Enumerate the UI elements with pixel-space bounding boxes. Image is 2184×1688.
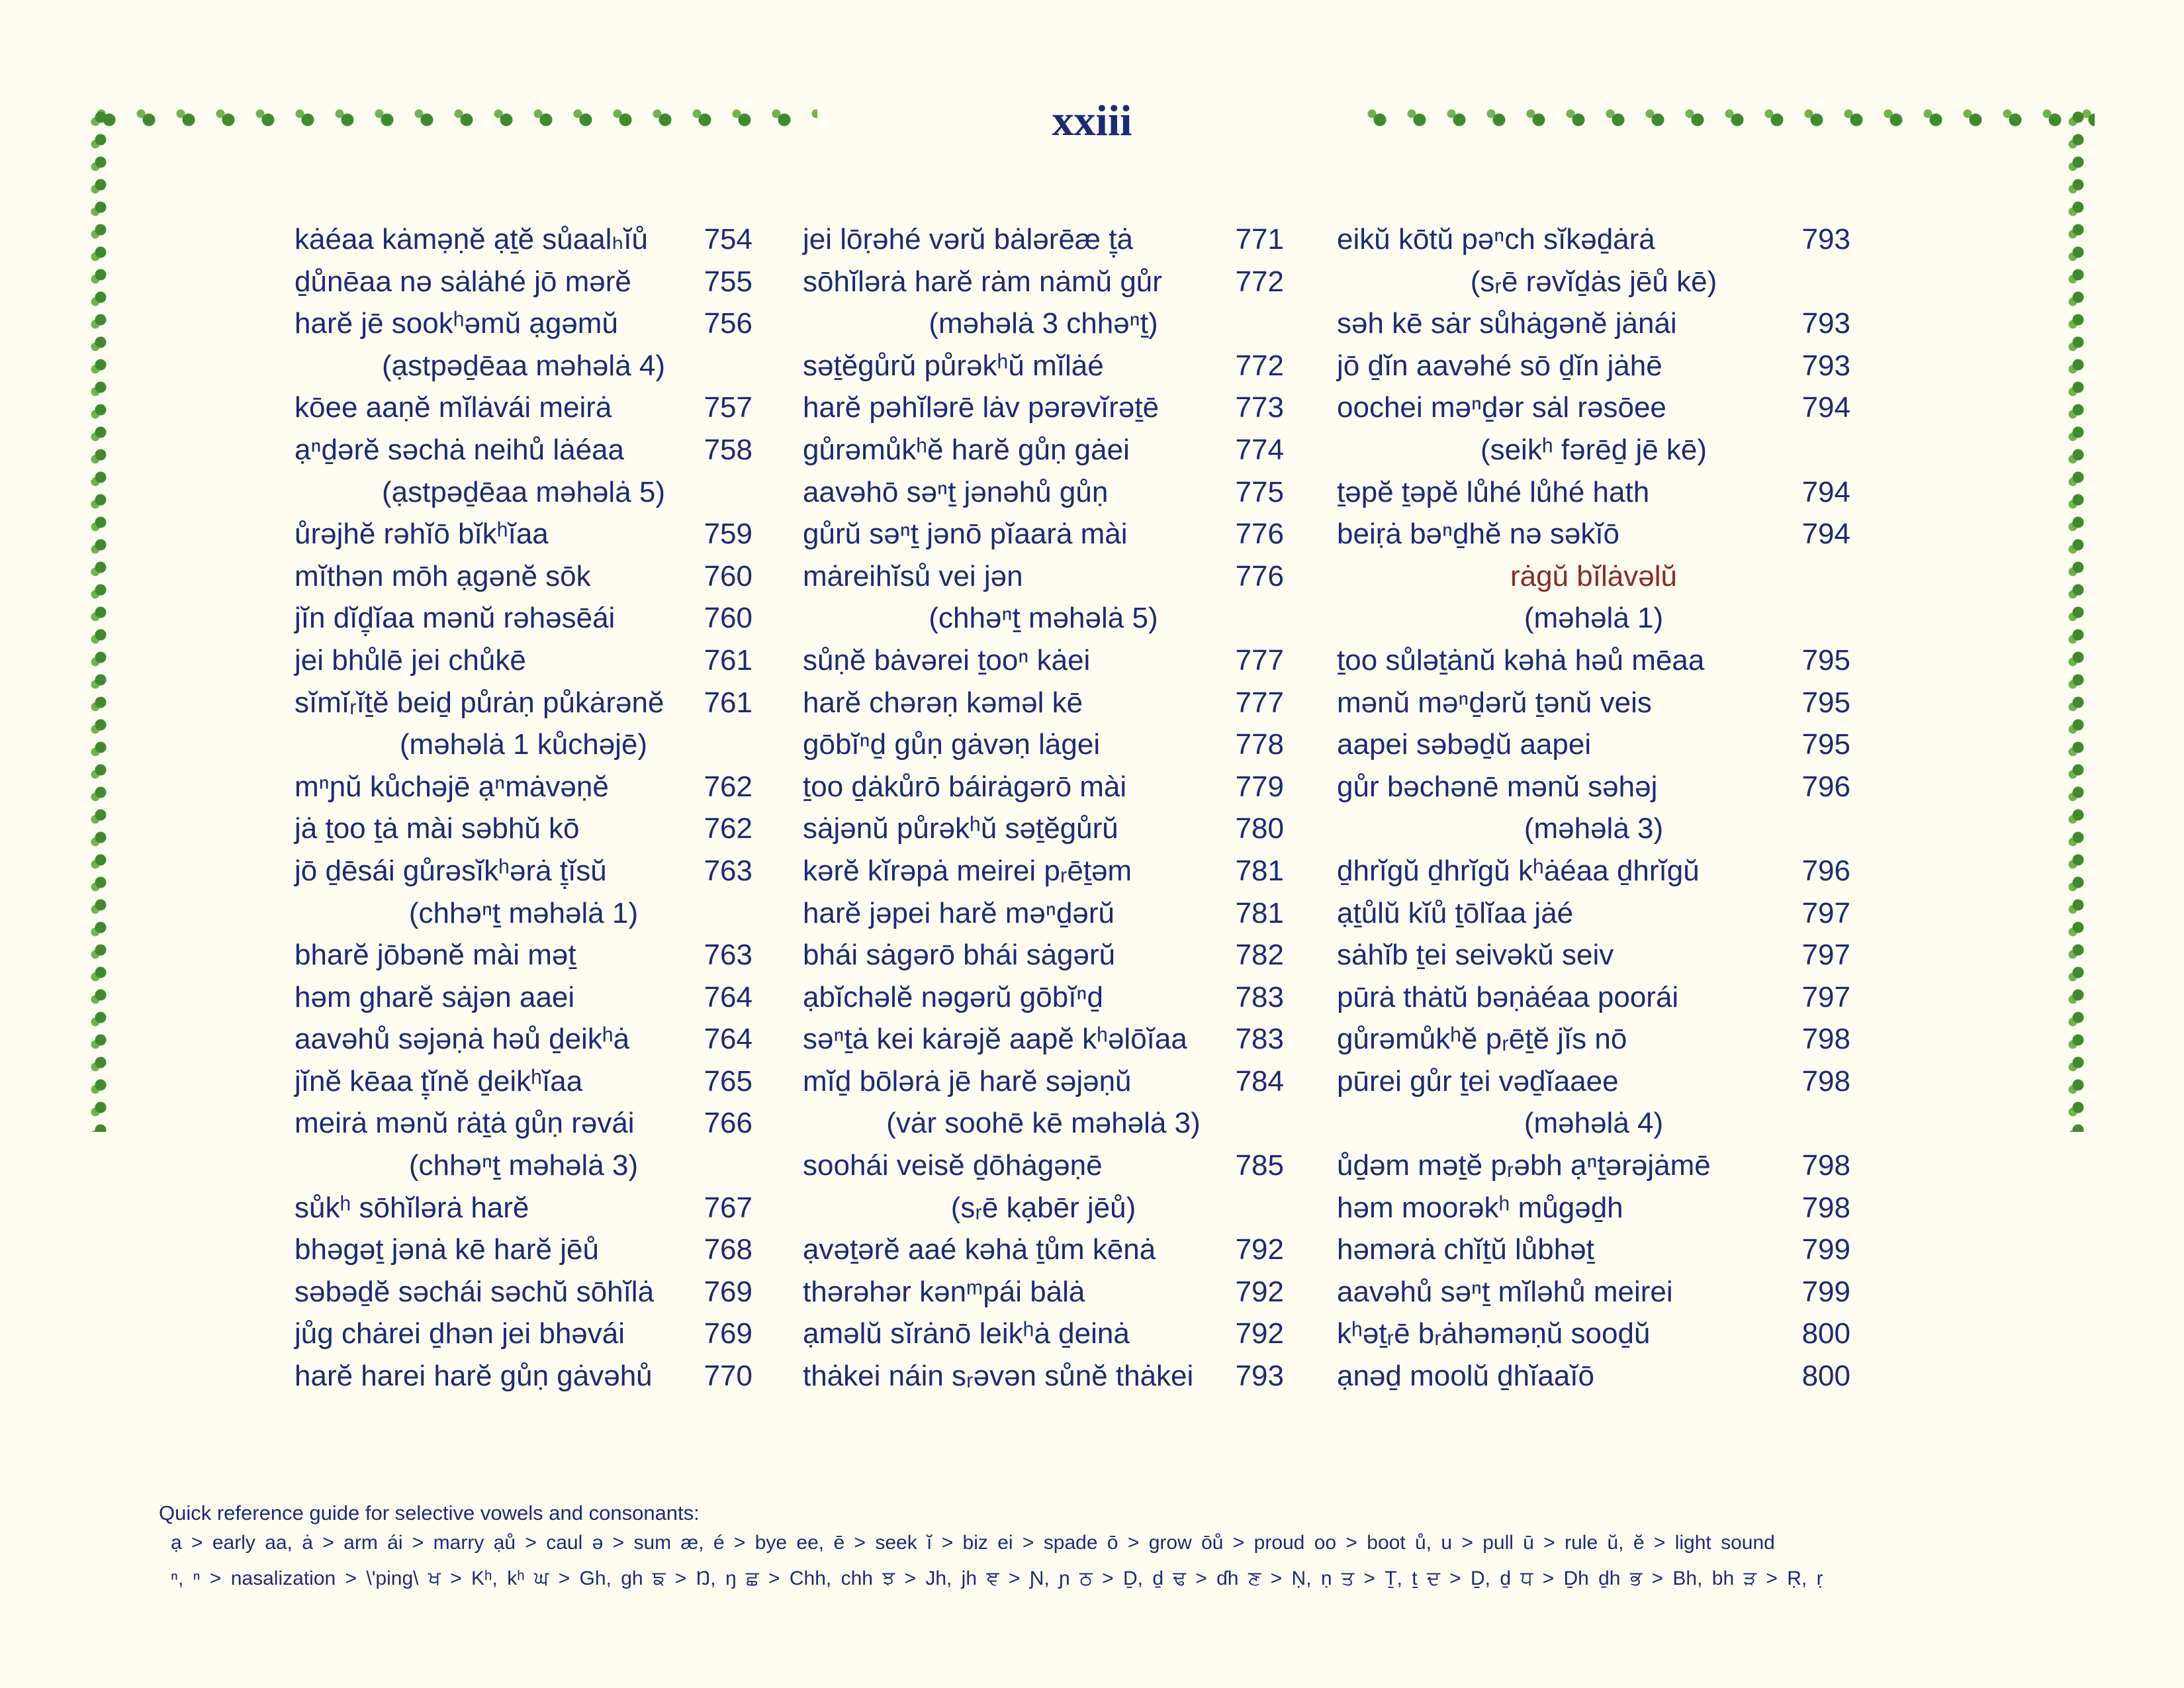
index-row xyxy=(803,682,1284,724)
entry-title: həm moorəkʰ můgəḏh xyxy=(1337,1191,1623,1224)
entry-page-number: 762 xyxy=(704,770,752,803)
section-heading-row xyxy=(295,892,752,935)
entry-title: bhái sȧgərō bhái sȧgərŭ xyxy=(803,939,1116,972)
index-row xyxy=(295,1060,752,1103)
entry-title: bhəgəṯ jənȧ kē harĕ jēů xyxy=(295,1233,599,1266)
entry-title: harĕ chərəṇ kəməl kē xyxy=(803,686,1083,719)
section-heading-row xyxy=(295,1145,752,1187)
index-row xyxy=(1337,1018,1850,1060)
index-row xyxy=(803,639,1284,682)
entry-title: eikŭ kōtŭ pəⁿch sĭkəḏȧrȧ xyxy=(1337,223,1655,256)
entry-title: aavəhō səⁿṯ jənəhů gůṇ xyxy=(803,475,1109,508)
index-row xyxy=(1337,892,1850,935)
index-row xyxy=(295,387,752,429)
index-row xyxy=(803,724,1284,766)
entry-page-number: 757 xyxy=(704,391,752,424)
entry-page-number: 755 xyxy=(704,265,752,298)
entry-page-number: 763 xyxy=(704,854,752,887)
index-row xyxy=(295,303,752,345)
entry-title: sȧhĭb ṯei seivəkŭ seiv xyxy=(1337,939,1614,972)
entry-title: kȧéaa kȧmə̣ṇĕ ạṯĕ sůaalₕĭů xyxy=(295,223,648,256)
entry-title: jȧ ṯoo ṯȧ mài səbhŭ kō xyxy=(295,812,580,845)
entry-title: bharĕ jōbənĕ mài məṯ xyxy=(295,939,576,972)
section-heading-row xyxy=(295,724,752,766)
index-row xyxy=(803,766,1284,808)
entry-page-number: 766 xyxy=(704,1107,752,1140)
section-heading-row xyxy=(1337,1102,1850,1145)
index-row xyxy=(803,555,1284,598)
entry-page-number: 793 xyxy=(1801,307,1850,340)
entry-title: thərəhər kənᵐpái bȧlȧ xyxy=(803,1275,1085,1308)
entry-title: harĕ harei harĕ gůṇ gȧvəhů xyxy=(295,1360,653,1393)
entry-title: harĕ pəhĭlərē lȧv pərəvĭrəṯē xyxy=(803,391,1160,424)
section-heading-row xyxy=(1337,555,1850,598)
guide-title: Quick reference guide for selective vowels and consonants: xyxy=(159,1501,700,1524)
section-heading: (chhəⁿṯ məhəlȧ 1) xyxy=(408,896,639,929)
entry-title: aavəhů səⁿṯ mĭləhů meirei xyxy=(1337,1275,1673,1308)
section-heading-row xyxy=(1337,429,1850,471)
entry-page-number: 762 xyxy=(704,812,752,845)
left-vine-border xyxy=(87,106,114,1132)
entry-title: ḏůnēaa nə sȧlȧhé jō mərĕ xyxy=(295,265,631,298)
entry-title: gůr bəchənē mənŭ səhəj xyxy=(1337,770,1658,803)
entry-page-number: 780 xyxy=(1235,812,1284,845)
entry-page-number: 778 xyxy=(1235,728,1284,761)
entry-page-number: 768 xyxy=(704,1233,752,1266)
entry-page-number: 795 xyxy=(1801,728,1850,761)
entry-page-number: 776 xyxy=(1235,518,1284,551)
entry-page-number: 795 xyxy=(1801,686,1850,719)
entry-title: mĭthən mōh ạgənĕ sōk xyxy=(295,559,591,592)
entry-page-number: 765 xyxy=(704,1064,752,1098)
entry-title: mənŭ məⁿḏərŭ ṯənŭ veis xyxy=(1337,686,1652,719)
section-heading: (ạstpəḏēaa məhəlȧ 5) xyxy=(381,475,666,508)
entry-page-number: 776 xyxy=(1235,559,1284,592)
section-heading: (məhəlȧ 3) xyxy=(1524,812,1664,845)
entry-title: kərĕ kĭrəpȧ meirei pᵣēṯəm xyxy=(803,854,1132,887)
section-heading-row xyxy=(803,597,1284,639)
index-row xyxy=(803,892,1284,935)
index-row xyxy=(1337,850,1850,892)
entry-page-number: 769 xyxy=(704,1317,752,1350)
entry-page-number: 769 xyxy=(704,1275,752,1308)
index-row xyxy=(803,387,1284,429)
index-row xyxy=(1337,934,1850,976)
entry-page-number: 793 xyxy=(1801,349,1850,382)
entry-page-number: 754 xyxy=(704,223,752,256)
page-number: xxiii xyxy=(1052,97,1132,145)
index-row xyxy=(295,1102,752,1145)
entry-title: gōbĭⁿḏ gůṇ gȧvəṇ lȧgei xyxy=(803,728,1101,761)
index-row xyxy=(295,218,752,261)
index-row xyxy=(803,345,1284,387)
entry-title: ạnəḏ moolŭ ḏhĭaaĭō xyxy=(1337,1360,1594,1393)
entry-page-number: 800 xyxy=(1801,1317,1850,1350)
entry-page-number: 779 xyxy=(1235,770,1284,803)
entry-page-number: 760 xyxy=(704,602,752,635)
entry-page-number: 794 xyxy=(1801,391,1850,424)
entry-title: jĭnĕ kēaa ṯ̣ĭnĕ ḏeikʰĭaa xyxy=(295,1064,583,1098)
section-heading: (vȧr soohē kē məhəlȧ 3) xyxy=(886,1107,1201,1140)
entry-page-number: 783 xyxy=(1235,1023,1284,1056)
entry-page-number: 784 xyxy=(1235,1064,1284,1098)
entry-page-number: 796 xyxy=(1801,854,1850,887)
entry-page-number: 797 xyxy=(1801,896,1850,929)
entry-title: ṯəpĕ ṯəpĕ lůhé lůhé hath xyxy=(1337,475,1650,508)
section-heading-row xyxy=(1337,261,1850,303)
entry-page-number: 782 xyxy=(1235,939,1284,972)
entry-title: aapei səbəḏŭ aapei xyxy=(1337,728,1592,761)
index-row xyxy=(295,808,752,850)
entry-title: ṯoo sůləṯȧnŭ kəhȧ həů mēaa xyxy=(1337,643,1705,677)
entry-page-number: 758 xyxy=(704,433,752,466)
entry-page-number: 773 xyxy=(1235,391,1284,424)
index-row xyxy=(1337,513,1850,555)
entry-page-number: 796 xyxy=(1801,770,1850,803)
entry-title: beiṛȧ bəⁿḏhĕ nə səkĭō xyxy=(1337,518,1620,551)
guide-consonants-line: ⁿ, ⁿ > nasalization > \'ping\ ਖ > Kʰ, kʰ ਘ > Gh, gh ਙ > Ŋ, ŋ ਛ > Chh, chh ਝ > Jh, jh ਞ > Ɲ, ɲ ਠ > Ḏ, ḏ ਢ > ɗh ਣ > Ṇ, ṇ ਤ > Ṯ, ṯ ਦ > Ḏ, ḏ ਧ > Ḏh ḏh ਭ > Bh, bh ੜ > Ṛ, ṛ xyxy=(171,1568,1823,1589)
entry-page-number: 764 xyxy=(704,1023,752,1056)
index-row xyxy=(803,1271,1284,1313)
index-row xyxy=(295,1355,752,1397)
entry-page-number: 798 xyxy=(1801,1064,1850,1098)
section-heading-row xyxy=(803,1187,1284,1229)
index-row xyxy=(295,1229,752,1271)
entry-page-number: 792 xyxy=(1235,1317,1284,1350)
entry-page-number: 792 xyxy=(1235,1233,1284,1266)
entry-title: gůrəmůkʰĕ pᵣēṯĕ jĭs nō xyxy=(1337,1023,1627,1056)
entry-page-number: 797 xyxy=(1801,980,1850,1013)
entry-title: ạbĭchəlĕ nəgərŭ gōbĭⁿḏ xyxy=(803,980,1103,1013)
index-row xyxy=(295,429,752,471)
section-heading-row xyxy=(1337,808,1850,850)
entry-title: jō ḏēsái gůrəsĭkʰərȧ ṯ̣ĭsŭ xyxy=(295,854,607,887)
entry-page-number: 777 xyxy=(1235,686,1284,719)
index-row xyxy=(803,513,1284,555)
index-row xyxy=(1337,345,1850,387)
entry-title: sōhĭlərȧ harĕ rȧm nȧmŭ gůr xyxy=(803,265,1162,298)
index-row xyxy=(295,1018,752,1060)
entry-page-number: 785 xyxy=(1235,1149,1284,1182)
index-row xyxy=(295,1313,752,1355)
index-row xyxy=(803,1145,1284,1187)
entry-page-number: 760 xyxy=(704,559,752,592)
index-row xyxy=(295,934,752,976)
entry-title: mȧreihĭsů vei jən xyxy=(803,559,1023,592)
entry-title: meirȧ mənŭ rȧṯȧ gůṇ rəvái xyxy=(295,1107,635,1140)
entry-title: səh kē sȧr sůhȧgənĕ jȧnái xyxy=(1337,307,1677,340)
index-row xyxy=(1337,1271,1850,1313)
index-row xyxy=(1337,387,1850,429)
entry-title: ạməlŭ sĭrȧnō leikʰȧ ḏeinȧ xyxy=(803,1317,1130,1350)
entry-title: jĭn dĭḏ̣ĭaa mənŭ rəhəsēái xyxy=(295,602,615,635)
index-row xyxy=(1337,218,1850,261)
entry-page-number: 783 xyxy=(1235,980,1284,1013)
index-row xyxy=(803,934,1284,976)
index-row xyxy=(1337,976,1850,1019)
entry-title: jei lōṛəhé vərŭ bȧlərēæ ṯ̣ȧ xyxy=(803,223,1133,256)
entry-title: sĭmĭᵣĭṯĕ beiḏ půrȧṇ půkȧrənĕ xyxy=(295,686,664,719)
entry-title: mĭḏ bōlərȧ jē harĕ səjəṇŭ xyxy=(803,1064,1132,1098)
index-row xyxy=(295,555,752,598)
index-row xyxy=(1337,303,1850,345)
entry-page-number: 771 xyxy=(1235,223,1284,256)
entry-page-number: 799 xyxy=(1801,1275,1850,1308)
section-heading-row xyxy=(803,1102,1284,1145)
entry-title: jůg chȧrei ḏhən jei bhəvái xyxy=(295,1317,625,1350)
index-row xyxy=(295,1271,752,1313)
index-row xyxy=(295,682,752,724)
entry-page-number: 772 xyxy=(1235,349,1284,382)
entry-title: aavəhů səjəṇȧ həů ḏeikʰȧ xyxy=(295,1023,630,1056)
index-row xyxy=(803,218,1284,261)
index-row xyxy=(803,1018,1284,1060)
index-column-3 xyxy=(1337,218,1850,1397)
section-heading-row xyxy=(295,471,752,514)
section-heading: (ạstpəḏēaa məhəlȧ 4) xyxy=(381,349,666,382)
section-heading: (məhəlȧ 1) xyxy=(1524,602,1664,635)
index-column-2 xyxy=(803,218,1284,1397)
entry-title: thȧkei náin sᵣəvən sůnĕ thȧkei xyxy=(803,1360,1194,1393)
index-row xyxy=(1337,766,1850,808)
entry-title: səⁿṯȧ kei kȧrəjĕ aapĕ kʰəlōĭaa xyxy=(803,1023,1187,1056)
index-row xyxy=(803,429,1284,471)
entry-page-number: 795 xyxy=(1801,643,1850,677)
index-row xyxy=(803,1313,1284,1355)
entry-page-number: 793 xyxy=(1801,223,1850,256)
index-row xyxy=(1337,1145,1850,1187)
entry-title: jō ḏĭn aavəhé sō ḏĭn jȧhē xyxy=(1337,349,1662,382)
entry-title: kōee aaṇĕ mĭlȧvái meirȧ xyxy=(295,391,612,424)
index-column-1 xyxy=(295,218,752,1397)
entry-page-number: 764 xyxy=(704,980,752,1013)
entry-title: sůkʰ sōhĭlərȧ harĕ xyxy=(295,1191,529,1224)
entry-page-number: 798 xyxy=(1801,1191,1850,1224)
entry-title: ůrəjhĕ rəhĭō bĭkʰĭaa xyxy=(295,518,549,551)
section-heading: (məhəlȧ 3 chhəⁿṯ) xyxy=(929,307,1158,340)
entry-page-number: 800 xyxy=(1801,1360,1850,1393)
index-row xyxy=(1337,639,1850,682)
entry-page-number: 792 xyxy=(1235,1275,1284,1308)
index-row xyxy=(803,261,1284,303)
entry-title: kʰəṯᵣē bᵣȧhəməṇŭ sooḏŭ xyxy=(1337,1317,1651,1350)
index-row xyxy=(295,1187,752,1229)
entry-page-number: 772 xyxy=(1235,265,1284,298)
entry-page-number: 756 xyxy=(704,307,752,340)
entry-page-number: 761 xyxy=(704,643,752,677)
index-row xyxy=(1337,471,1850,514)
entry-title: həmərȧ chĭṯŭ lůbhəṯ xyxy=(1337,1233,1594,1266)
entry-page-number: 759 xyxy=(704,518,752,551)
index-row xyxy=(1337,1187,1850,1229)
entry-title: sȧjənŭ půrəkʰŭ səṯĕgůrŭ xyxy=(803,812,1118,845)
index-row xyxy=(1337,724,1850,766)
index-row xyxy=(1337,1060,1850,1103)
section-heading: (seikʰ fərēḏ jē kē) xyxy=(1480,433,1707,466)
section-heading: (chhəⁿṯ məhəlȧ 3) xyxy=(408,1149,639,1182)
index-row xyxy=(295,513,752,555)
entry-page-number: 781 xyxy=(1235,854,1284,887)
entry-page-number: 794 xyxy=(1801,475,1850,508)
entry-title: oochei məⁿḏər sȧl rəsōee xyxy=(1337,391,1666,424)
entry-title: həm gharĕ sȧjən aaei xyxy=(295,980,575,1013)
entry-title: səbəḏĕ səchái səchŭ sōhĭlȧ xyxy=(295,1275,655,1308)
index-row xyxy=(803,1229,1284,1271)
index-row xyxy=(803,1355,1284,1397)
index-row xyxy=(295,976,752,1019)
entry-title: harĕ jē sookʰəmŭ ạgəmŭ xyxy=(295,307,618,340)
index-row xyxy=(803,850,1284,892)
section-heading: (sᵣē rəvĭḏȧs jēů kē) xyxy=(1470,265,1717,298)
entry-page-number: 777 xyxy=(1235,643,1284,677)
index-row xyxy=(1337,1313,1850,1355)
section-heading-row xyxy=(1337,597,1850,639)
entry-title: gůrŭ səⁿṯ jənō pĭaarȧ mài xyxy=(803,518,1128,551)
section-heading-row xyxy=(803,303,1284,345)
section-heading: (məhəlȧ 4) xyxy=(1524,1107,1664,1140)
section-heading: (məhəlȧ 1 kůchəjē) xyxy=(399,728,648,761)
section-heading: (chhəⁿṯ məhəlȧ 5) xyxy=(929,602,1158,635)
entry-title: pūrȧ thȧtŭ bəṇȧéaa poorái xyxy=(1337,980,1679,1013)
index-row xyxy=(295,597,752,639)
entry-page-number: 799 xyxy=(1801,1233,1850,1266)
index-row xyxy=(803,808,1284,850)
index-row xyxy=(295,261,752,303)
index-row xyxy=(295,639,752,682)
entry-page-number: 767 xyxy=(704,1191,752,1224)
index-row xyxy=(1337,1355,1850,1397)
entry-title: gůrəmůkʰĕ harĕ gůṇ gȧei xyxy=(803,433,1130,466)
entry-page-number: 797 xyxy=(1801,939,1850,972)
entry-page-number: 774 xyxy=(1235,433,1284,466)
index-row xyxy=(295,850,752,892)
entry-title: ṯoo ḏȧkůrō báirȧgərō mài xyxy=(803,770,1127,803)
entry-page-number: 798 xyxy=(1801,1023,1850,1056)
index-row xyxy=(803,1060,1284,1103)
entry-title: ạⁿḏərĕ səchȧ neihů lȧéaa xyxy=(295,433,624,466)
entry-title: pūrei gůr ṯei vəḏĭaaee xyxy=(1337,1064,1619,1098)
index-row xyxy=(1337,682,1850,724)
entry-title: jei bhůlē jei chůkē xyxy=(295,643,526,677)
index-row xyxy=(803,471,1284,514)
entry-title: harĕ jəpei harĕ məⁿḏərŭ xyxy=(803,896,1115,929)
entry-title: ůḏəm məṯĕ pᵣəbh ạⁿṯərəjȧmē xyxy=(1337,1149,1711,1182)
entry-page-number: 793 xyxy=(1235,1360,1284,1393)
section-heading: (sᵣē kạbēr jēů) xyxy=(950,1191,1136,1224)
entry-title: mⁿɲŭ kůchəjē ạⁿmȧvəṇĕ xyxy=(295,770,609,803)
entry-title: səṯĕgůrŭ půrəkʰŭ mĭlȧé xyxy=(803,349,1104,382)
entry-page-number: 763 xyxy=(704,939,752,972)
entry-page-number: 794 xyxy=(1801,518,1850,551)
section-heading: rȧgŭ bĭlȧvəlŭ xyxy=(1510,559,1677,592)
guide-vowels-line: ạ > early aa, ȧ > arm ái > marry ạů > caul ə > sum æ, é > bye ee, ē > seek ĭ > biz ei > spade ō > grow ōů > proud oo > boot ů, u > pull ū > rule ŭ, ĕ > light sound xyxy=(171,1532,1775,1554)
section-heading-row xyxy=(295,345,752,387)
right-vine-border xyxy=(2065,106,2091,1132)
entry-page-number: 798 xyxy=(1801,1149,1850,1182)
entry-page-number: 775 xyxy=(1235,475,1284,508)
index-row xyxy=(803,976,1284,1019)
index-row xyxy=(1337,1229,1850,1271)
entry-title: ḏhrĭgŭ ḏhrĭgŭ kʰȧéaa ḏhrĭgŭ xyxy=(1337,854,1700,887)
entry-title: soohái veisĕ ḏōhȧgəṇē xyxy=(803,1149,1103,1182)
entry-title: sůṇĕ bȧvərei ṯooⁿ kȧei xyxy=(803,643,1091,677)
entry-page-number: 770 xyxy=(704,1360,752,1393)
entry-title: ạṯůlŭ kĭů ṯōlĭaa jȧé xyxy=(1337,896,1574,929)
entry-page-number: 781 xyxy=(1235,896,1284,929)
entry-page-number: 761 xyxy=(704,686,752,719)
entry-title: ạvəṯərĕ aaé kəhȧ ṯům kēnȧ xyxy=(803,1233,1156,1266)
index-row xyxy=(295,766,752,808)
